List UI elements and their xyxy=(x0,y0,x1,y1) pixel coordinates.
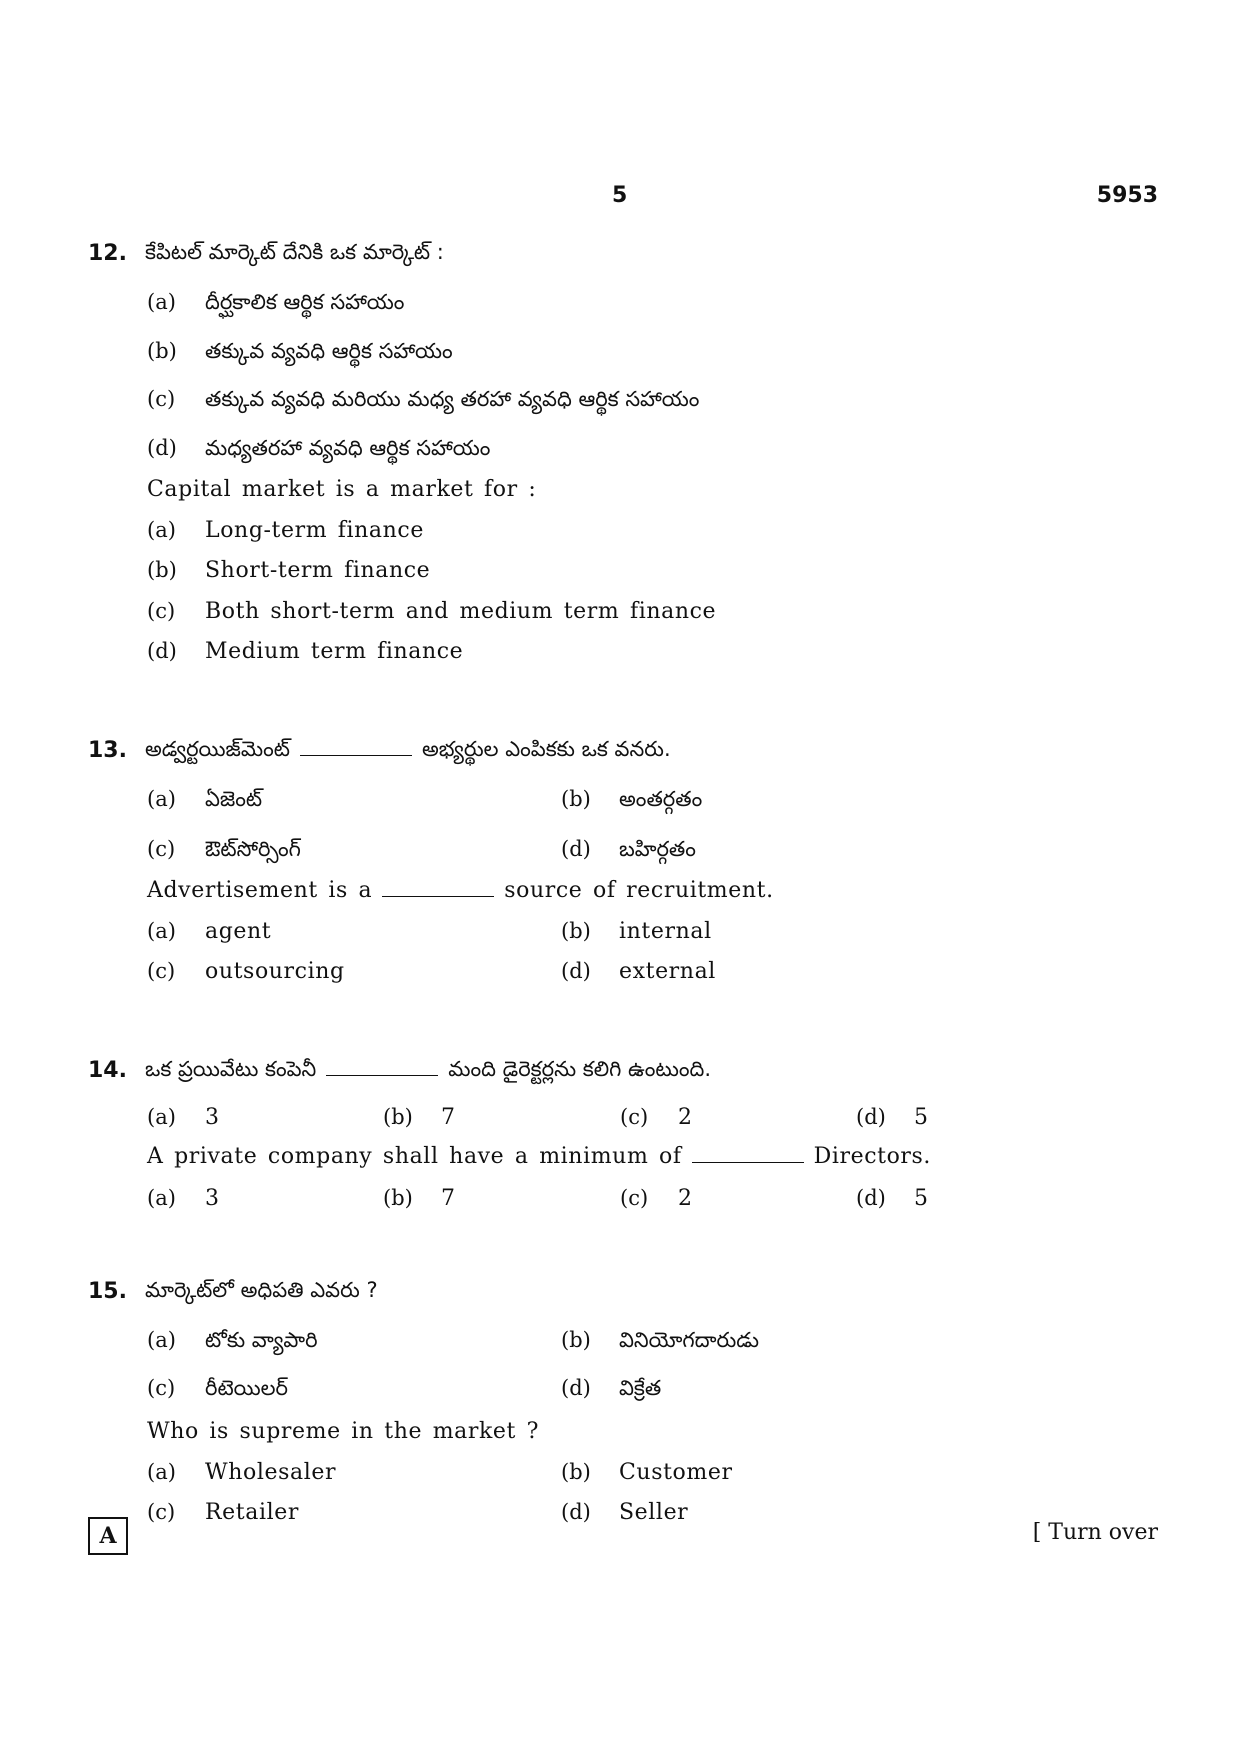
option-te-b: (b) 7 xyxy=(383,1105,456,1130)
turn-over-note: [ Turn over xyxy=(1032,1520,1158,1545)
question-stem-english: Capital market is a market for : xyxy=(147,477,537,502)
option-en-d: (d) external xyxy=(561,959,716,984)
option-te-c: (c) రీటెయిలర్ xyxy=(147,1376,289,1400)
option-te-d: (d) మధ్యతరహా వ్యవధి ఆర్థిక సహాయం xyxy=(147,436,491,460)
question-stem-english: A private company shall have a minimum of Directors. xyxy=(147,1144,932,1169)
question-stem-telugu: కేపిటల్ మార్కెట్ దేనికి ఒక మార్కెట్ : xyxy=(145,240,444,264)
option-te-c: (c) ఔట్‌సోర్సింగ్ xyxy=(147,837,301,861)
option-en-d: (d) Medium term finance xyxy=(147,639,464,664)
option-te-d: (d) బహిర్గతం xyxy=(561,837,696,861)
option-te-b: (b) వినియోగదారుడు xyxy=(561,1328,760,1352)
option-en-d: (d) 5 xyxy=(856,1186,929,1211)
booklet-series-box: A xyxy=(88,1517,128,1555)
question-stem-telugu: మార్కెట్‌లో అధిపతి ఎవరు ? xyxy=(145,1278,378,1302)
option-en-c: (c) outsourcing xyxy=(147,959,345,984)
option-te-a: (a) టోకు వ్యాపారి xyxy=(147,1328,318,1352)
option-en-a: (a) Wholesaler xyxy=(147,1460,337,1485)
option-te-d: (d) 5 xyxy=(856,1105,929,1130)
question-stem-english: Advertisement is a source of recruitment. xyxy=(147,878,774,903)
option-en-c: (c) Both short-term and medium term finance xyxy=(147,599,717,624)
option-en-a: (a) Long-term finance xyxy=(147,518,424,543)
question-number: 13. xyxy=(88,738,127,763)
option-te-c: (c) తక్కువ వ్యవధి మరియు మధ్య తరహా వ్యవధి ఆర్థిక సహాయం xyxy=(147,387,700,411)
answer-blank xyxy=(300,737,412,756)
option-te-b: (b) అంతర్గతం xyxy=(561,787,703,811)
option-en-a: (a) 3 xyxy=(147,1186,220,1211)
option-te-c: (c) 2 xyxy=(620,1105,693,1130)
answer-blank xyxy=(382,878,494,897)
option-en-b: (b) 7 xyxy=(383,1186,456,1211)
option-te-b: (b) తక్కువ వ్యవధి ఆర్థిక సహాయం xyxy=(147,339,453,363)
option-te-a: (a) దీర్ఘకాలిక ఆర్థిక సహాయం xyxy=(147,290,405,314)
option-en-b: (b) Customer xyxy=(561,1460,733,1485)
option-en-d: (d) Seller xyxy=(561,1500,689,1525)
answer-blank xyxy=(692,1144,804,1163)
option-en-c: (c) 2 xyxy=(620,1186,693,1211)
question-stem-telugu: అడ్వర్టయిజ్‌మెంట్ అభ్యర్థుల ఎంపికకు ఒక వనరు. xyxy=(145,737,671,761)
page-number: 5 xyxy=(612,183,628,208)
paper-code: 5953 xyxy=(1096,183,1158,208)
question-number: 12. xyxy=(88,241,127,266)
question-stem-english: Who is supreme in the market ? xyxy=(147,1419,539,1444)
option-te-d: (d) విక్రేత xyxy=(561,1376,662,1400)
question-stem-telugu: ఒక ప్రయివేటు కంపెనీ మంది డైరెక్టర్లను కలిగి ఉంటుంది. xyxy=(145,1057,712,1081)
option-en-b: (b) Short-term finance xyxy=(147,558,431,583)
option-te-a: (a) 3 xyxy=(147,1105,220,1130)
option-te-a: (a) ఏజెంట్ xyxy=(147,787,263,811)
answer-blank xyxy=(326,1057,438,1076)
question-number: 14. xyxy=(88,1058,127,1083)
option-en-b: (b) internal xyxy=(561,919,712,944)
option-en-c: (c) Retailer xyxy=(147,1500,299,1525)
question-number: 15. xyxy=(88,1279,127,1304)
option-en-a: (a) agent xyxy=(147,919,272,944)
